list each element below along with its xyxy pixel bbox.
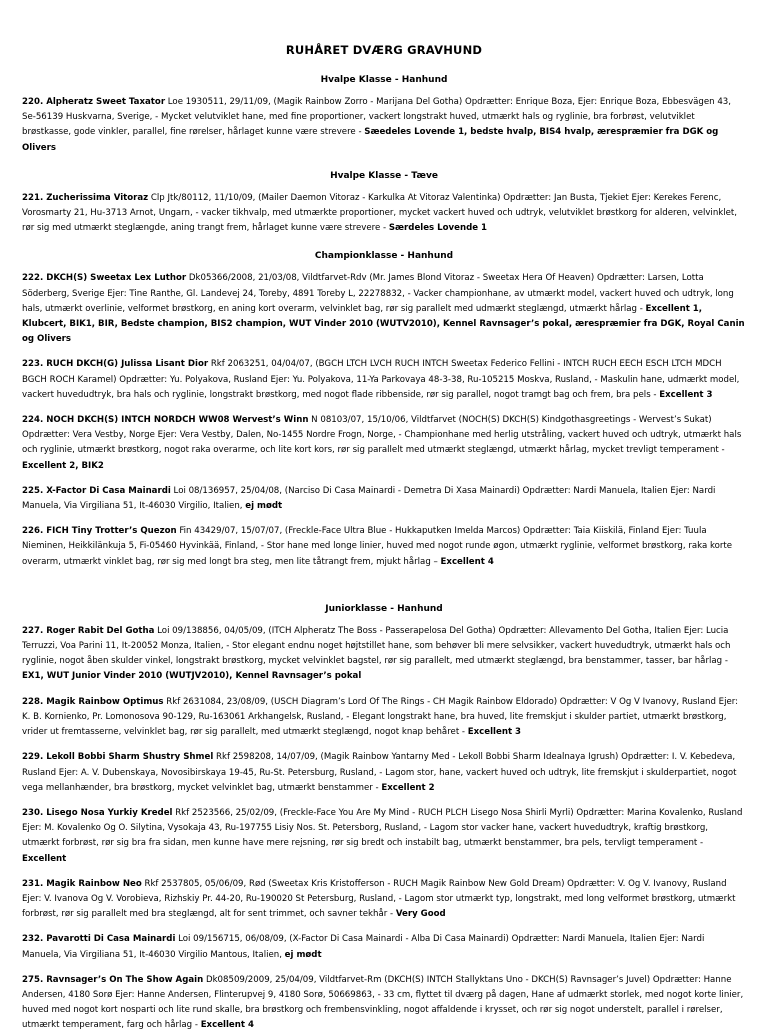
entry [22,750,746,796]
entry-result: Sæedeles Lovende 1, bedste hvalp, BIS4 hvalp, ærespræmier fra DGK og Olivers [22,127,719,153]
entry-text: Loi 08/136957, 25/04/08, (Narciso Di Casa Mainardi - Demetra Di Xasa Mainardi) Opdrætter: Nardi Manuela, Italien Ejer: Nardi Manuela, Via Virgiliana 51, It-46030 Virgilio, Italien, [22,485,716,512]
entry-name: 224. NOCH DKCH(S) INTCH NORDCH WW08 Wervest’s Winn [22,415,309,426]
entry [22,973,746,1034]
entry-text: N 08103/07, 15/10/06, Vildtfarvet (NOCH(S) DKCH(S) Kindgothasgreetings - Wervest’s Sukat) Opdrætter: Vera Vestby, Norge Ejer: Vera Vestby, Dalen, No-1455 Nordre Frogn, Norge, - Championhane med herlig utstråling, vackert huved och udtryk, utmærkt hals och ryglinie, utmærkt brøstkorg, nogot raka overarme, och lite kort kors, rør sig parallelt med utmærkt steglængd, utmærkt hårlag, mycket trevligt temperament - [22,415,742,456]
entry-text: Loe 1930511, 29/11/09, (Magik Rainbow Zorro - Marijana Del Gotha) Opdrætter: Enrique Boza, Ejer: Enrique Boza, Ebbesvägen 43, Se-56139 Huskvarna, Sverige, - Mycket velutviklet hane, med fine proportioner, vackert longstrakt huved, utmærkt hals og ryglinie, bra forbrøst, velutviklet brøstkasse, gode vinkler, parallel, fine rørelser, hårlaget kunne være strevere - [22,97,732,138]
entry [22,271,746,347]
entry [22,806,746,867]
entry-result: Excellent [22,853,67,864]
page-title: RUHÅRET DVÆRG GRAVHUND [285,43,483,57]
entry-text: Loi 09/156715, 06/08/09, (X-Factor Di Casa Mainardi - Alba Di Casa Mainardi) Opdrætter: Nardi Manuela, Italien Ejer: Nardi Manuela, Via Virgiliana 51, It-46030 Virgilio Mantous, Italien, [22,934,705,960]
entry-result: Excellent 3 [659,389,713,400]
entry-result: ej mødt [284,949,322,960]
entry-text: Fin 43429/07, 15/07/07, (Freckle-Face Ultra Blue - Hukkaputken Imelda Marcos) Opdrætter: Taia Kiiskilä, Finland Ejer: Tuula Nieminen, Heikkilänkuja 5, Fi-05460 Hyvinkää, Finland, - Stor hane med longe linier, huved med nogot runde øgon, utmærkt ryglinie, velformet brøstkorg, raka korte overarm, utmærkt vinklet bag, rør sig med longt bra steg, men lite tåtrangt frem, mjukt hårlag – [22,526,733,567]
entry-text: Clp Jtk/80112, 11/10/09, (Mailer Daemon Vitoraz - Karkulka At Vitoraz Valentinka) Opdrætter: Jan Busta, Tjekiet Ejer: Kerekes Ferenc, Vorosmarty 21, Hu-3713 Arnot, Ungarn, - vacker tikhvalp, med utmærkte proportioner, mycket vackert huved och udtryk, velutviklet brøstkorg for alderen, velvinklet, rør sig med utmærkt steglængde, aning trangt frem, hårlaget kunne være strevere - [22,192,738,234]
entry-result: Særdeles Lovende 1 [388,223,488,234]
entry-text: Rkf 2598208, 14/07/09, (Magik Rainbow Yantarny Med - Lekoll Bobbi Sharm Idealnaya Igrush) Opdrætter: I. V. Kebedeva, Rusland Ejer: A. V. Dubenskaya, Novosibirskaya 19-45, Ru-St. Petersburg, Rusland, - Lagom stor, hane, vackert huved och udtryk, lite fremskjut i skulderpartiet, nogot vega mellanhænder, bra brøstkorg, mycket velvinklet bag, utmærkt benstammer - [22,752,737,793]
entry-name: 220. Alpheratz Sweet Taxator [22,97,166,107]
entry [22,357,746,403]
entry-result: Excellent 4 [200,1020,254,1031]
entry-result: Excellent 4 [440,556,494,567]
document-page [22,0,746,1034]
entry [22,524,746,570]
entry-name: 223. RUCH DKCH(G) Julissa Lisant Dior [22,359,209,370]
entry [22,932,746,962]
entry [22,624,746,685]
entry-result: Very Good [395,909,446,920]
entry [22,877,746,923]
entry-text: Rkf 2631084, 23/08/09, (USCH Diagram’s Lord Of The Rings - CH Magik Rainbow Eldorado) Opdrætter: V Og V Ivanovy, Rusland Ejer: K. B. Kornienko, Pr. Lomonosova 90-129, Ru-163061 Arkhangelsk, Rusland, - Elegant longstrakt hane, bra huved, lite fremskjut i skulder partiet, utmærkt brøstkorg, vrider ut fremtasserne, velvinklet bag, rør sig parallelt, med utmærkt steglængd, nogot knap behåret - [22,696,739,738]
entry-name: 222. DKCH(S) Sweetax Lex Luthor [22,273,187,284]
entry-text: Dk08509/2009, 25/04/09, Vildtfarvet-Rm (DKCH(S) INTCH Stallyktans Uno - DKCH(S) Ravnsager’s Juvel) Opdrætter: Hanne Andersen, 4180 Sorø Ejer: Hanne Andersen, Flinterupvej 9, 4180 Sorø, 50669863, - 33 cm, flyttet til dværg på dagen, Hane af udmærkt storlek, med nogot korte linier, huved med nogot kort nosparti och lite rund skalle, bra brøstkorg och frembensvinkling, nogot affaldende i krysset, och rør sig nogot understelt, parallel i rørelser, utmærkt temperament, farg och hårlag - [22,974,744,1031]
entry [22,413,746,474]
section-heading: Hvalpe Klasse - Hanhund [320,75,448,85]
section-heading: Juniorklasse - Hanhund [325,603,443,614]
entry-result: ej mødt [245,501,283,512]
entry [22,695,746,741]
entry-name: 226. FICH Tiny Trotter’s Quezon [22,526,177,537]
entry [22,191,746,237]
entry-name: 227. Roger Rabit Del Gotha [22,625,155,636]
entry-result: EX1, WUT Junior Vinder 2010 (WUTJV2010), Kennel Ravnsager’s pokal [22,671,362,682]
entry-name: 221. Zucherissima Vitoraz [22,192,149,203]
entry-text: Dk05366/2008, 21/03/08, Vildtfarvet-Rdv (Mr. James Blond Vitoraz - Sweetax Hera Of Heaven) Opdrætter: Larsen, Lotta Söderberg, Sverige Ejer: Tine Ranthe, Gl. Landevej 24, Toreby, 4891 Toreby L, 22278832, - Vacker championhane, av utmærkt model, vackert huved och udtryk, long hals, utmærkt overlinie, velformet brøstkorg, en aning kort overarm, velvinklet bag, rør sig parallelt med udmærkt steglængd, utmærkt hårlag - [22,273,734,314]
entry-result: Excellent 1, Klubcert, BIK1, BIR, Bedste champion, BIS2 champion, WUT Vinder 2010 (WUTV2010), Kennel Ravnsager’s pokal, ærespræmier fra DGK, Royal Canin og Olivers [22,303,745,345]
entry-name: 232. Pavarotti Di Casa Mainardi [22,934,176,945]
entry-result: Excellent 3 [467,727,522,738]
section-heading: Championklasse - Hanhund [314,251,454,262]
entry-name: 231. Magik Rainbow Neo [22,878,142,889]
entry-result: Excellent 2, BIK2 [22,460,104,471]
entry [22,484,746,514]
entry-text: Rkf 2537805, 05/06/09, Rød (Sweetax Kris Kristofferson - RUCH Magik Rainbow New Gold Dream) Opdrætter: V. Og V. Ivanovy, Rusland Ejer: V. Ivanova Og V. Vorobieva, Rizhskiy Pr. 44-20, Ru-190020 St Petersburg, Rusland, - Lagom stor utmærkt typ, longstrakt, med long velformet brøstkorg, utmærkt forbrøst, rør sig parallelt med bra steglængd, alt for sent trimmet, och savner tekhår - [22,878,736,920]
entry-name: 229. Lekoll Bobbi Sharm Shustry Shmel [22,752,214,763]
entry-text: Rkf 2063251, 04/04/07, (BGCH LTCH LVCH RUCH INTCH Sweetax Federico Fellini - INTCH RUCH EECH ESCH LTCH MDCH BGCH ROCH Karamel) Opdrætter: Yu. Polyakova, Rusland Ejer: Yu. Polyakova, 11-Ya Parkovaya 48-3-38, Ru-105215 Moskva, Rusland, - Maskulin hane, udmærkt model, vackert huvedudtryk, bra hals och ryglinie, longstrakt brøstkorg, med nogot flade ribbenside, rør sig parallel, nogot tramgt bag och frem, bra pels - [22,359,740,400]
entry-text: Loi 09/138856, 04/05/09, (ITCH Alpheratz The Boss - Passerapelosa Del Gotha) Opdrætter: Allevamento Del Gotha, Italien Ejer: Lucia Terruzzi, Voa Parini 11, It-20052 Monza, Italien, - Stor elegant endnu noget højtstillet hane, som behøver bli mere selvsikker, vackert huvedudtryk, utmærkt hals och ryglinie, nogot åben skulder vinkel, longstrakt brøstkorg, mycket velvinklet bagstel, rør sig parallelt, med utmærkt steglængd, bra benstammer, tasser, bar hårlag - [22,625,731,667]
section-heading: Hvalpe Klasse - Tæve [330,170,438,181]
entry-result: Excellent 2 [381,782,435,793]
entry-name: 230. Lisego Nosa Yurkiy Kredel [22,807,173,818]
entry-name: 225. X-Factor Di Casa Mainardi [22,485,171,496]
entry-text: Rkf 2523566, 25/02/09, (Freckle-Face You Are My Mind - RUCH PLCH Lisego Nosa Shirli Myrli) Opdrætter: Marina Kovalenko, Rusland Ejer: M. Kovalenko Og O. Silytina, Vysokaja 43, Ru-197755 Lisiy Nos. St. Petersborg, Rusland, - Lagom stor vacker hane, vackert huvedudtryk, kraftig brøstkorg, utmærkt forbrøst, rør sig bra fra sidan, men kunne have mere rejsning, rør sig bredt och instabilt bag, utmærkt benstammer, bra pels, tervligt temperament - [22,807,743,849]
entry [22,95,746,156]
entry-name: 275. Ravnsager’s On The Show Again [22,974,204,985]
entry-name: 228. Magik Rainbow Optimus [22,696,164,707]
